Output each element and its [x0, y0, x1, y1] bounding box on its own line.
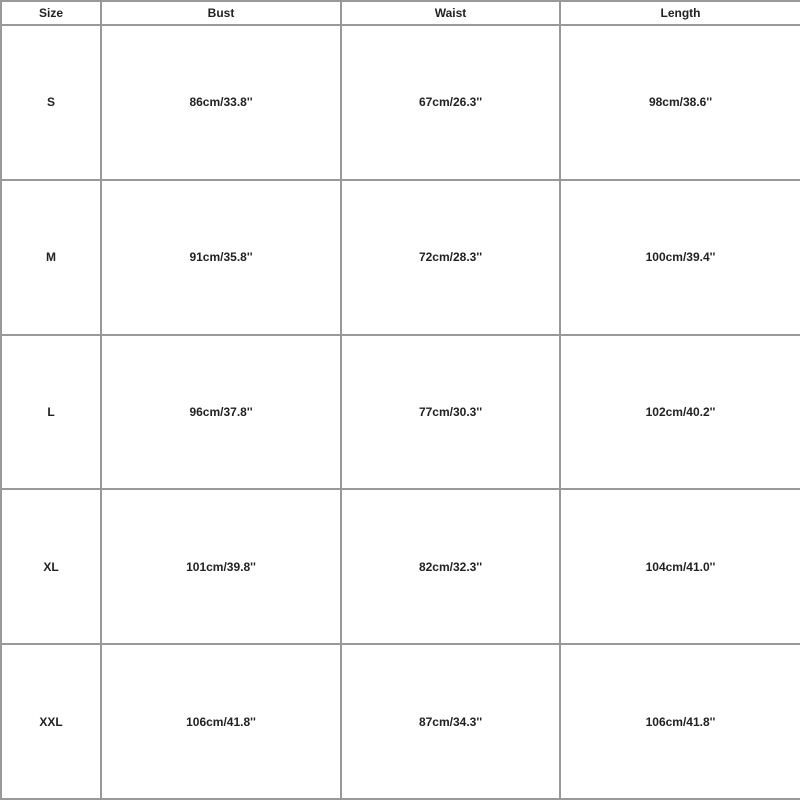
cell-length: 106cm/41.8''	[560, 644, 800, 799]
cell-waist: 87cm/34.3''	[341, 644, 560, 799]
table-row	[1, 489, 800, 644]
cell-waist: 77cm/30.3''	[341, 335, 560, 490]
table-row	[1, 180, 800, 335]
cell-length: 100cm/39.4''	[560, 180, 800, 335]
cell-bust: 101cm/39.8''	[101, 489, 341, 644]
cell-size: XXL	[1, 644, 101, 799]
cell-bust: 91cm/35.8''	[101, 180, 341, 335]
cell-size: L	[1, 335, 101, 490]
cell-size: M	[1, 180, 101, 335]
table-row	[1, 25, 800, 180]
cell-waist: 82cm/32.3''	[341, 489, 560, 644]
cell-size: XL	[1, 489, 101, 644]
header-bust: Bust	[101, 1, 341, 25]
cell-bust: 96cm/37.8''	[101, 335, 341, 490]
header-size: Size	[1, 1, 101, 25]
cell-waist: 72cm/28.3''	[341, 180, 560, 335]
cell-bust: 86cm/33.8''	[101, 25, 341, 180]
cell-bust: 106cm/41.8''	[101, 644, 341, 799]
table-row	[1, 335, 800, 490]
header-row	[1, 1, 800, 25]
cell-length: 102cm/40.2''	[560, 335, 800, 490]
table-row	[1, 644, 800, 799]
header-length: Length	[560, 1, 800, 25]
cell-length: 104cm/41.0''	[560, 489, 800, 644]
cell-waist: 67cm/26.3''	[341, 25, 560, 180]
header-waist: Waist	[341, 1, 560, 25]
cell-size: S	[1, 25, 101, 180]
cell-length: 98cm/38.6''	[560, 25, 800, 180]
